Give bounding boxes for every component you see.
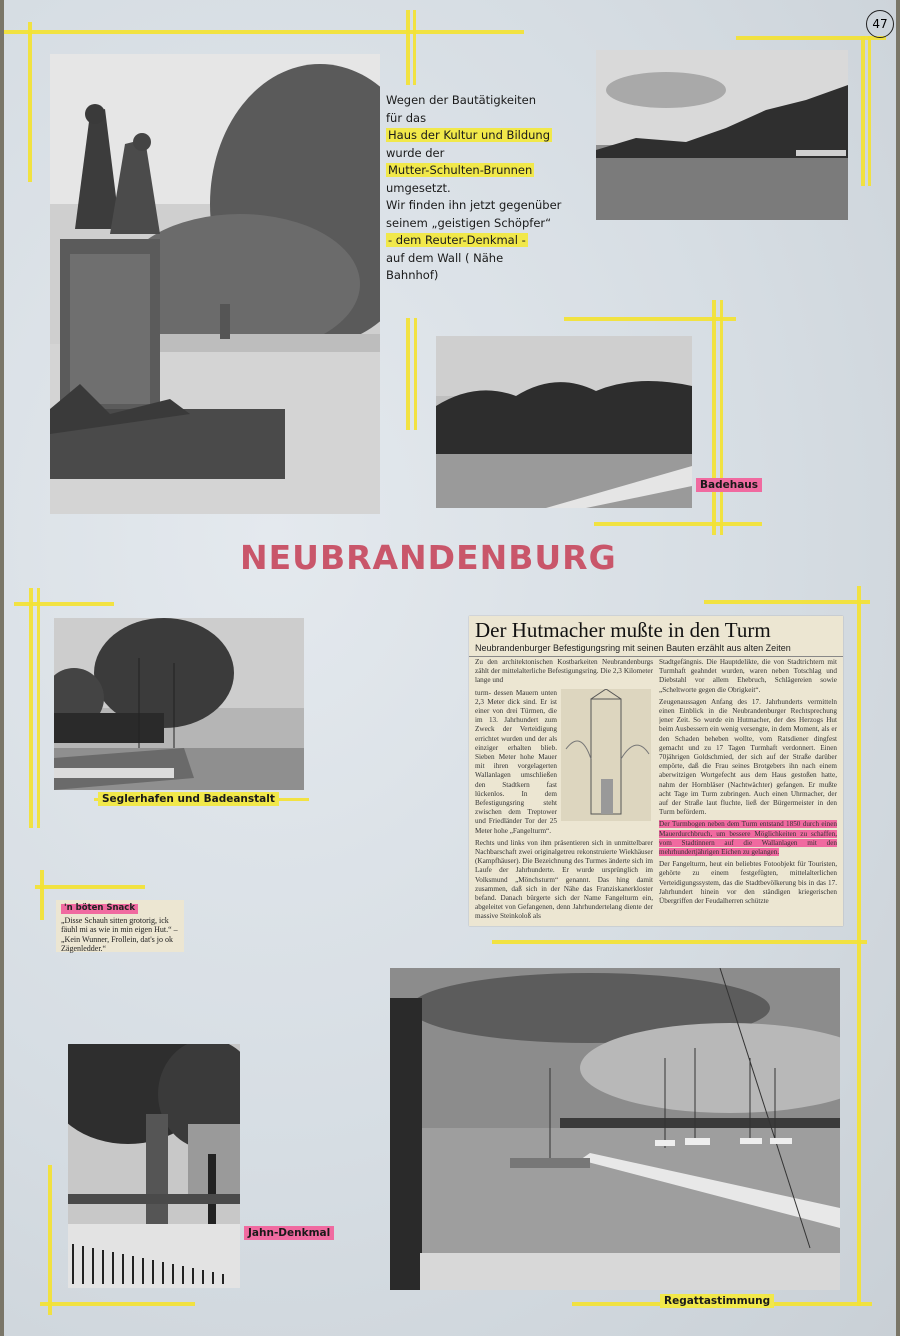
clipping-paragraph: Der Fangelturm, heut ein beliebtes Fotoobjekt für Touristen, gehörte zu einem festgefügten, mittelalterlichen Verteidigungssystem, das die Stadtbevölkerung bis in das 17. Jahrhundert hinein vor den ständigen kriegerischen Übergriffen der Feudalherren schützte	[659, 860, 837, 906]
marker-line	[40, 1302, 195, 1306]
note-line: Wir finden ihn jetzt gegenüber	[386, 198, 562, 212]
snack-title: 'n böten Snack	[61, 904, 138, 914]
page-title: NEUBRANDENBURG	[240, 538, 617, 577]
note-line: Bahnhof)	[386, 268, 439, 282]
marker-line	[29, 588, 33, 828]
marker-line	[406, 318, 410, 430]
note-line-highlighted: Mutter-Schulten-Brunnen	[388, 163, 533, 177]
marker-line	[37, 588, 40, 828]
note-line: auf dem Wall ( Nähe	[386, 250, 504, 265]
note-line-highlighted: - dem Reuter-Denkmal -	[388, 233, 526, 247]
marker-line	[406, 10, 410, 85]
marker-line	[712, 300, 716, 535]
marker-line	[720, 300, 723, 535]
marker-line	[40, 870, 44, 920]
clipping-illustration	[561, 689, 651, 821]
photo-jahn-denkmal	[68, 1044, 240, 1288]
marker-line	[594, 522, 762, 526]
marker-line	[868, 36, 871, 186]
newspaper-clipping	[469, 616, 843, 926]
photo-seglerhafen	[54, 618, 304, 790]
clipping-paragraph: turm- dessen Mauern unten 2,3 Meter dick sind. Er ist einer von drei Türmen, die im 13. Jahrhundert zum Zweck der Verteidigung errichtet wurden und der als einziger erhalten blieb. Sieben Meter hohe Mauer mit ihren vorgelagerten Wallanlagen umschließen den Stadtkern fast lückenlos. In dem Befestigungsring steht zwischen dem Treptower und Friedländer Tor der 25 Meter hohe „Fangelturm“.	[475, 688, 557, 835]
scrapbook-page	[4, 0, 896, 1336]
note-line-highlighted: Haus der Kultur und Bildung	[388, 128, 551, 142]
marker-line	[48, 1165, 52, 1315]
snack-clipping	[56, 900, 184, 952]
label-jahn-denkmal: Jahn-Denkmal	[244, 1226, 334, 1240]
marker-line	[4, 30, 524, 34]
marker-line	[28, 22, 32, 182]
note-line: wurde der	[386, 145, 445, 160]
clipping-column-left	[475, 658, 653, 925]
photo-regatta	[390, 968, 840, 1290]
note-line: für das	[386, 110, 427, 125]
clipping-paragraph: Rechts und links von ihm präsentieren sich in unmittelbarer Nachbarschaft zwei originalgetreu rekonstruierte Wiekhäuser (Kampfhäuser). Die Bezeichnung des Turmes änderte sich im Laufe der Jahrhunderte. Er wurde ursprünglich im Volksmund „Mönchsturm“ genannt. Das hing damit zusammen, daß sich in der Nähe das Franziskanerkloster befand. Danach bürgerte sich der Name Fangelturm ein, abgeleitet von Gefangenen, denn Jahrhundertelang diente der massive Steinkoloß als	[475, 838, 653, 921]
photo-mutter-schulten-brunnen	[50, 54, 380, 514]
photo-badehaus	[436, 336, 692, 508]
marker-line	[414, 318, 417, 430]
marker-line	[35, 885, 145, 889]
marker-line	[564, 317, 736, 321]
marker-line	[492, 940, 867, 944]
page-number: 47	[866, 10, 894, 38]
marker-line	[413, 10, 416, 85]
marker-line	[857, 586, 861, 1306]
marker-line	[861, 36, 865, 186]
handwritten-note	[386, 92, 586, 285]
note-line: Wegen der Bautätigkeiten	[386, 93, 537, 107]
marker-line	[704, 600, 870, 604]
snack-text: „Disse Schauh sitten grotorig, ick fäuhl mi as wie in min eigen Hut.“ – „Kein Wunner, Frollein, dat's jo ok Zägenledder.“	[61, 915, 178, 953]
photo-lake-shore	[596, 50, 848, 220]
clipping-headline: Der Hutmacher mußte in den Turm	[475, 618, 771, 642]
label-regatta: Regattastimmung	[660, 1294, 774, 1308]
label-seglerhafen: Seglerhafen und Badeanstalt	[98, 792, 279, 806]
clipping-paragraph: Stadtgefängnis. Die Hauptdelikte, die von Stadtrichtern mit Turmhaft geahndet wurden, waren neben Totschlag und Diebstahl vor allem Ehebruch, Schlägereien sowie „Scheltworte gegen die Obrigkeit“.	[659, 658, 837, 694]
clipping-paragraph: Zu den architektonischen Kostbarkeiten Neubrandenburgs zählt der mittelalterliche Befestigungsring. Die 2,3 Kilometer lange und	[475, 658, 653, 685]
clipping-paragraph-highlighted: Der Turmbogen neben dem Turm entstand 1850 durch einen Mauerdurchbruch, um bessere Möglichkeiten zu schaffen, vom Stadtinnern auf die Wallanlagen mit den mehrhundertjährigen Eichen zu gelangen.	[659, 820, 837, 857]
clipping-column-right	[659, 658, 837, 909]
label-badehaus: Badehaus	[696, 478, 762, 492]
note-line: seinem „geistigen Schöpfer“	[386, 215, 552, 230]
note-line: umgesetzt.	[386, 180, 451, 195]
clipping-subheadline: Neubrandenburger Befestigungsring mit seinen Bauten erzählt aus alten Zeiten	[469, 643, 843, 657]
clipping-paragraph: Zeugenaussagen Anfang des 17. Jahrhunderts vermitteln einen Einblick in die Neubrandenburger Rechtsprechung jener Zeit. So wurde ein Hutmacher, der des Herzogs Hut beim Ausbessern ein wenig versengte, in dem Moment, als er den Schaden beheben wollte, vom Ratsdiener dingfest gemacht und zu 17 Tagen Turmhaft verdonnert. Einen 70jährigen Goldschmied, der sich auf der Straße darüber empörte, daß die Frau seines Brotgebers ihn nach einem aberwitzigen Wortgefecht aus dem Haus gestoßen hatte, nahm der Hornbläser (Nachtwächter) gefangen. Er mußte acht Tage im Turm zubringen. Auch einen Uhrmacher, der auf der Straße laut fluchte, ließ der Bürgermeister in den Turm befördern.	[659, 697, 837, 817]
